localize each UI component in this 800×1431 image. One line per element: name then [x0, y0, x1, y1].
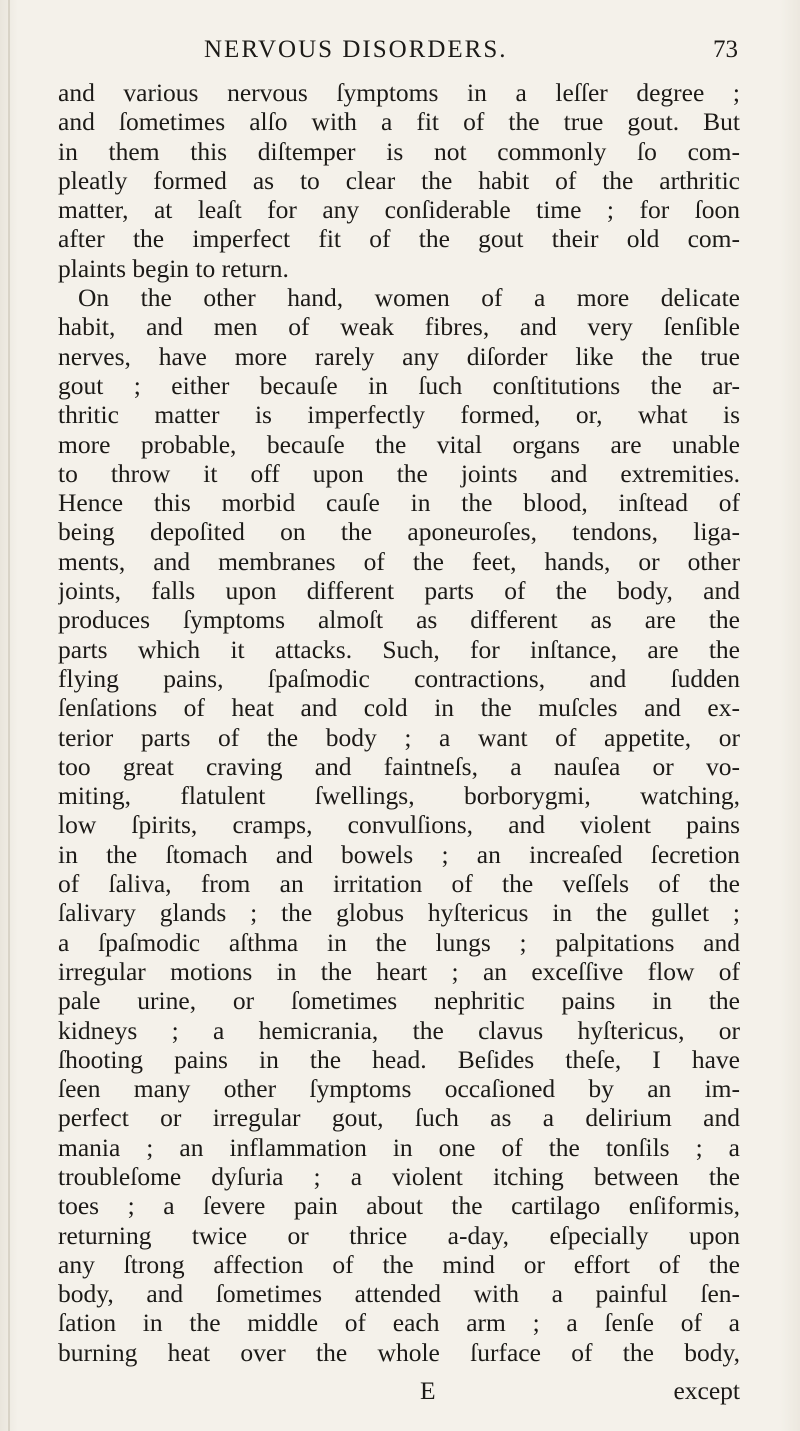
text-line: matter, at leaſt for any conſiderable time ; for ſoon	[58, 195, 740, 225]
text-line: On the other hand, women of a more delicate	[78, 283, 740, 313]
page-gutter	[8, 0, 10, 1431]
text-line: ſenſations of heat and cold in the muſcles and ex-	[58, 693, 740, 723]
text-line: being depoſited on the aponeuroſes, tendons, liga-	[58, 517, 740, 547]
text-line: of ſaliva, from an irritation of the veſſels of the	[58, 869, 740, 899]
text-line: perfect or irregular gout, ſuch as a delirium and	[58, 1103, 740, 1133]
text-line: nerves, have more rarely any diſorder like the true	[58, 341, 740, 371]
text-line: any ſtrong affection of the mind or effort of the	[58, 1249, 740, 1279]
text-line: ſhooting pains in the head. Beſides theſe, I have	[58, 1044, 740, 1074]
text-line: ments, and membranes of the feet, hands, or other	[58, 546, 740, 576]
text-line: low ſpirits, cramps, convulſions, and violent pains	[58, 810, 740, 840]
page-number: 73	[713, 36, 738, 63]
text-line: ſation in the middle of each arm ; a ſenſe of a	[58, 1308, 740, 1338]
running-head	[58, 32, 738, 68]
text-line: gout ; either becauſe in ſuch conſtitutions the ar-	[58, 370, 740, 400]
text-line: parts which it attacks. Such, for inſtance, are the	[58, 634, 740, 664]
text-line: pale urine, or ſometimes nephritic pains in the	[58, 986, 740, 1016]
text-line: mania ; an inflammation in one of the tonſils ; a	[58, 1132, 740, 1162]
text-line: joints, falls upon different parts of the body, and	[58, 576, 740, 606]
text-line: burning heat over the whole ſurface of the body,	[58, 1337, 740, 1367]
running-title: NERVOUS DISORDERS.	[204, 36, 508, 63]
text-line: too great craving and faintneſs, a nauſea or vo-	[58, 751, 740, 781]
text-line: more probable, becauſe the vital organs are unable	[58, 429, 740, 459]
text-line: Hence this morbid cauſe in the blood, inſtead of	[58, 488, 740, 518]
text-line: to throw it off upon the joints and extremities.	[58, 458, 740, 488]
text-line: and ſometimes alſo with a fit of the true gout. But	[58, 107, 740, 137]
text-line: terior parts of the body ; a want of appetite, or	[58, 722, 740, 752]
text-line: pleatly formed as to clear the habit of the arthritic	[58, 165, 740, 195]
text-line: and various nervous ſymptoms in a leſſer degree ;	[58, 78, 740, 107]
text-line: flying pains, ſpaſmodic contractions, and ſudden	[58, 663, 740, 693]
text-line: thritic matter is imperfectly formed, or, what is	[58, 400, 740, 430]
text-line: a ſpaſmodic aſthma in the lungs ; palpitations and	[58, 927, 740, 957]
text-line: body, and ſometimes attended with a painful ſen-	[58, 1279, 740, 1309]
text-line: miting, flatulent ſwellings, borborygmi, watching,	[58, 781, 740, 811]
text-line: in the ſtomach and bowels ; an increaſed ſecretion	[58, 839, 740, 869]
text-line: habit, and men of weak fibres, and very ſenſible	[58, 312, 740, 342]
text-line: irregular motions in the heart ; an exceſſive flow of	[58, 956, 740, 986]
page-footer	[58, 1376, 740, 1406]
text-line: troubleſome dyſuria ; a violent itching between the	[58, 1161, 740, 1191]
text-line: kidneys ; a hemicrania, the clavus hyſtericus, or	[58, 1015, 740, 1045]
text-line: ſalivary glands ; the globus hyſtericus in the gullet ;	[58, 898, 740, 928]
text-line: produces ſymptoms almoſt as different as are the	[58, 605, 740, 635]
catchword: except	[673, 1376, 740, 1405]
body-text	[58, 78, 740, 1367]
text-line: after the imperfect fit of the gout their old com-	[58, 224, 740, 254]
signature-mark: E	[420, 1376, 436, 1405]
text-line: ſeen many other ſymptoms occaſioned by an im-	[58, 1074, 740, 1104]
text-line: toes ; a ſevere pain about the cartilago enſiformis,	[58, 1191, 740, 1221]
text-line: returning twice or thrice a-day, eſpecially upon	[58, 1220, 740, 1250]
text-line: in them this diſtemper is not commonly ſo com-	[58, 136, 740, 166]
text-line: plaints begin to return.	[58, 253, 289, 283]
